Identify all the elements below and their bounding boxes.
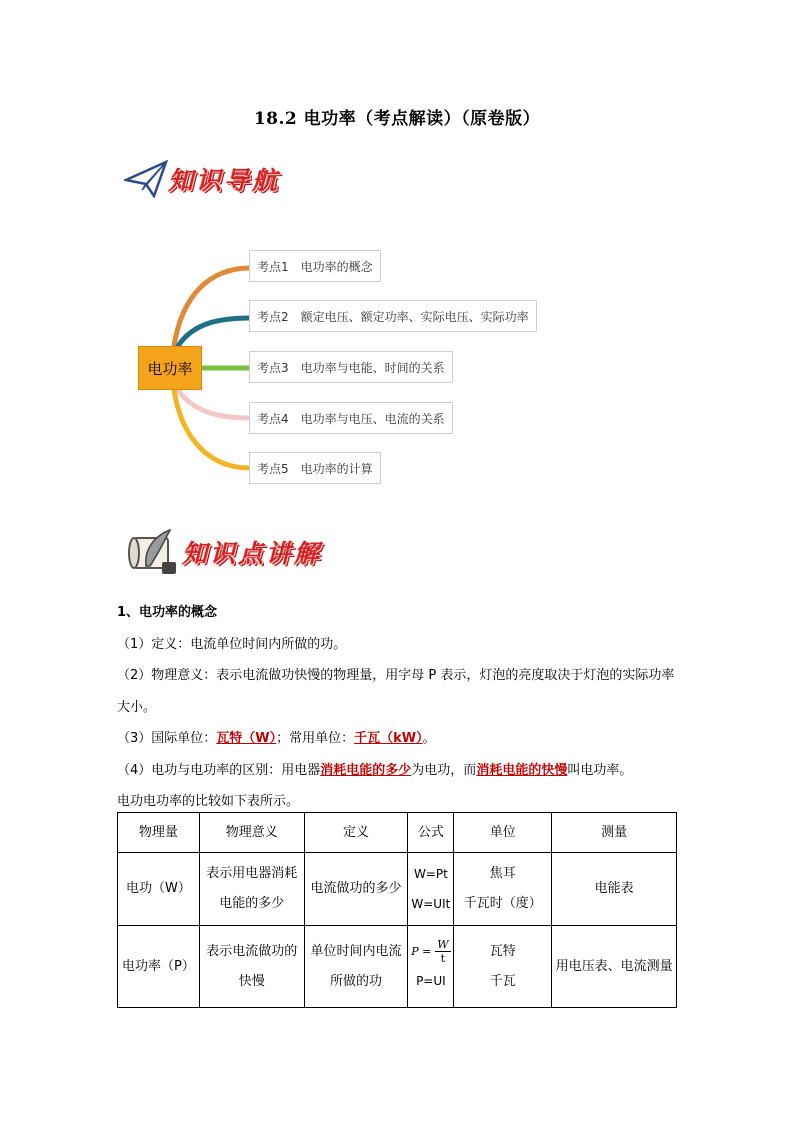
formula-line: W=Pt xyxy=(413,867,448,881)
node-label: 电功率的概念 xyxy=(300,259,373,274)
fraction-denominator: t xyxy=(440,952,446,965)
formula-lhs: P = xyxy=(411,945,432,958)
node-key: 考点4 xyxy=(257,411,289,426)
highlight-rate: 消耗电能的快慢 xyxy=(476,762,568,778)
cell-measure: 用电压表、电流测量 xyxy=(552,926,677,1008)
node-label: 电功率与电能、时间的关系 xyxy=(300,360,445,375)
comparison-table xyxy=(117,812,677,1008)
node-label: 额定电压、额定功率、实际电压、实际功率 xyxy=(300,309,529,324)
unit-line: 千瓦 xyxy=(489,973,516,989)
banner-knowledge-nav xyxy=(124,160,280,198)
mind-map-node-3 xyxy=(249,351,453,383)
table-row xyxy=(118,926,677,1008)
table-row xyxy=(118,853,677,926)
cell-unit xyxy=(454,853,552,926)
mind-map-node-4 xyxy=(249,402,453,434)
text: 为电功，而 xyxy=(411,762,477,778)
cell-formula xyxy=(408,853,454,926)
cell-meaning: 表示电流做功的快慢 xyxy=(199,926,304,1008)
branch-2 xyxy=(178,318,250,346)
header-cell: 公式 xyxy=(408,813,454,853)
cell-definition: 单位时间内电流所做的功 xyxy=(304,926,408,1008)
branch-4 xyxy=(178,390,250,418)
page-title: 18.2 电功率（考点解读）（原卷版） xyxy=(253,109,541,129)
mind-map-node-5 xyxy=(249,452,381,484)
paragraph-definition: （1）定义：电流单位时间内所做的功。 xyxy=(117,636,347,652)
highlight-si-unit: 瓦特（W） xyxy=(216,731,277,746)
paragraph-meaning: （2）物理意义：表示电流做功快慢的物理量，用字母 P 表示，灯泡的亮度取决于灯泡的实际功率大小。 xyxy=(117,668,675,715)
node-label: 电功率的计算 xyxy=(300,461,373,476)
text: ；常用单位： xyxy=(276,731,355,746)
node-key: 考点1 xyxy=(257,259,289,274)
unit-line: 千瓦时（度） xyxy=(463,896,542,911)
cell-measure: 电能表 xyxy=(552,853,677,926)
cell-definition: 电流做功的多少 xyxy=(304,853,408,926)
text: 。 xyxy=(422,731,436,746)
header-cell: 测量 xyxy=(552,813,677,853)
cell-unit xyxy=(454,926,552,1008)
paragraph-units xyxy=(117,723,682,755)
paragraph-table-intro: 电功电功率的比较如下表所示。 xyxy=(117,794,300,809)
header-cell: 物理意义 xyxy=(199,813,304,853)
text: （3）国际单位： xyxy=(117,731,217,746)
cell-formula xyxy=(408,926,454,1008)
unit-line: 焦耳 xyxy=(489,866,516,881)
text: （4）电功与电功率的区别：用电器 xyxy=(117,762,321,778)
mind-map-node-1 xyxy=(249,250,381,282)
cell-meaning: 表示用电器消耗电能的多少 xyxy=(199,853,304,926)
node-key: 考点2 xyxy=(257,309,289,324)
section-heading: 1、电功率的概念 xyxy=(117,605,218,620)
paragraph-difference xyxy=(117,755,682,787)
fraction-numerator: W xyxy=(437,938,449,951)
section-1 xyxy=(117,597,682,818)
header-cell: 物理量 xyxy=(118,813,200,853)
fraction xyxy=(435,938,450,965)
header-cell: 单位 xyxy=(454,813,552,853)
cell-quantity: 电功率（P） xyxy=(118,926,200,1008)
mind-map-center: 电功率 xyxy=(138,346,202,390)
banner-knowledge-explain xyxy=(124,526,322,578)
formula-line: P=UI xyxy=(416,974,446,988)
highlight-common-unit: 千瓦（kW） xyxy=(354,731,423,746)
mind-map xyxy=(130,240,570,500)
node-key: 考点3 xyxy=(257,360,289,375)
node-label: 电功率与电压、电流的关系 xyxy=(300,411,445,426)
node-key: 考点5 xyxy=(257,461,289,476)
formula-fraction xyxy=(408,937,453,966)
banner-explain-title: 知识点讲解 xyxy=(182,539,323,568)
text: 叫电功率。 xyxy=(567,762,633,778)
scroll-quill-icon xyxy=(124,526,182,578)
table-header-row xyxy=(118,813,677,853)
formula-line: W=UIt xyxy=(411,897,451,911)
paper-plane-icon xyxy=(124,160,168,198)
unit-line: 瓦特 xyxy=(489,943,516,959)
cell-quantity: 电功（W） xyxy=(118,853,200,926)
header-cell: 定义 xyxy=(304,813,408,853)
banner-nav-title: 知识导航 xyxy=(168,166,281,195)
mind-map-node-2 xyxy=(249,300,537,332)
highlight-amount: 消耗电能的多少 xyxy=(320,762,412,778)
